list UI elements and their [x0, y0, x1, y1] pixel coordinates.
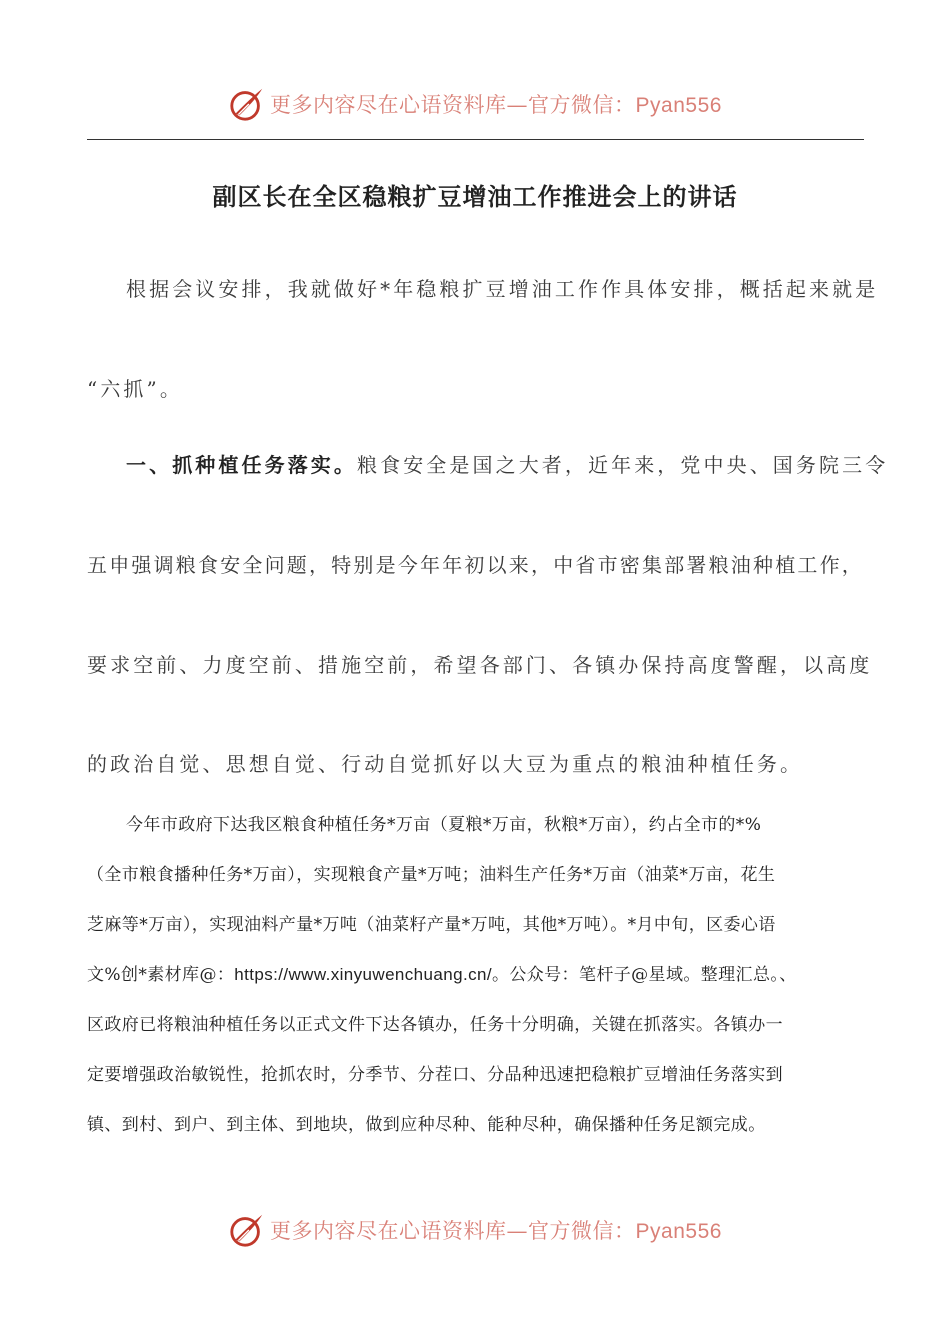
header-divider [87, 139, 864, 140]
document-title: 副区长在全区稳粮扩豆增油工作推进会上的讲话 [212, 182, 738, 211]
intro-line-1: 根据会议安排，我就做好*年稳粮扩豆增油工作作具体安排，概括起来就是 [126, 277, 879, 301]
footer-banner-text [270, 1215, 722, 1245]
para2-line-3: 芝麻等*万亩），实现油料产量*万吨（油菜籽产量*万吨，其他*万吨）。*月中旬，区委心语 [87, 915, 776, 935]
quill-logo-icon [228, 85, 266, 123]
para2-line-6: 定要增强政治敏锐性，抢抓农时，分季节、分茬口、分品种迅速把稳粮扩豆增油任务落实到 [87, 1065, 783, 1085]
para2-line-4 [87, 960, 867, 985]
para2-line-7: 镇、到村、到户、到主体、到地块，做到应种尽种、能种尽种，确保播种任务足额完成。 [87, 1115, 766, 1135]
quill-logo-icon [228, 1211, 266, 1249]
footer-wechat-id: Pyan556 [635, 1220, 722, 1243]
para2-line-5: 区政府已将粮油种植任务以正式文件下达各镇办，任务十分明确，关键在抓落实。各镇办一 [87, 1015, 783, 1035]
section1-line-2: 五申强调粮食安全问题，特别是今年年初以来，中省市密集部署粮油种植工作， [87, 553, 864, 577]
section1-line-3: 要求空前、力度空前、措施空前，希望各部门、各镇办保持高度警醒，以高度 [87, 653, 873, 677]
header-banner [0, 82, 950, 126]
source-url: https://www.xinyuwenchuang.cn/ [234, 965, 492, 984]
banner-wechat-id: Pyan556 [635, 94, 722, 117]
footer-banner-label: 更多内容尽在心语资料库—官方微信： [270, 1219, 636, 1243]
para2-line-2: （全市粮食播种任务*万亩），实现粮食产量*万吨；油料生产任务*万亩（油菜*万亩，花生 [87, 865, 776, 885]
para2-line-1: 今年市政府下达我区粮食种植任务*万亩（夏粮*万亩，秋粮*万亩），约占全市的*% [126, 815, 762, 835]
footer-banner [0, 1208, 950, 1252]
section1-line-1-text: 粮食安全是国之大者，近年来，党中央、国务院三令 [357, 453, 889, 477]
intro-line-2: “六抓”。 [87, 377, 183, 401]
banner-text [270, 89, 722, 119]
para2-line-4-post: 。公众号：笔杆子@星域。整理汇总。、 [491, 965, 797, 985]
section1-heading: 一、抓种植任务落实。 [126, 453, 357, 477]
para2-line-4-pre: 文%创*素材库@： [87, 965, 235, 985]
section1-line-4: 的政治自觉、思想自觉、行动自觉抓好以大豆为重点的粮油种植任务。 [87, 752, 804, 776]
banner-label: 更多内容尽在心语资料库—官方微信： [270, 93, 636, 117]
section1-line-1 [126, 449, 906, 478]
